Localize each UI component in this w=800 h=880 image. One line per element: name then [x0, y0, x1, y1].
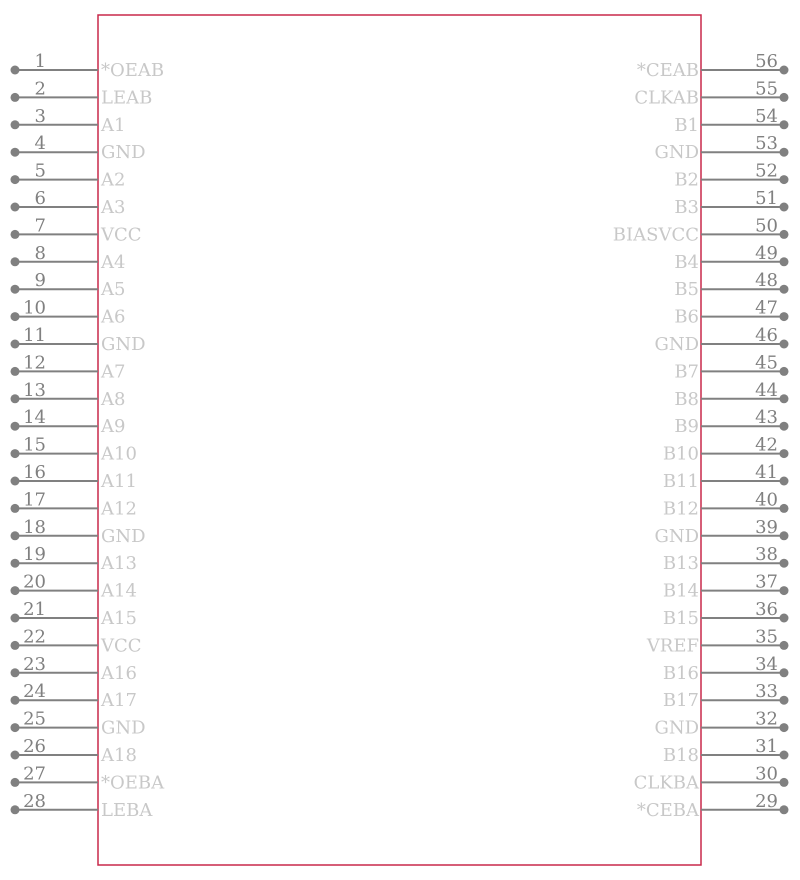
pin-number: 11: [23, 325, 46, 346]
pin-name: B13: [662, 553, 699, 575]
pin-number: 37: [755, 571, 778, 593]
pin-name: B12: [662, 498, 699, 520]
pin-number: 47: [755, 297, 778, 319]
pin-number: 5: [34, 160, 46, 182]
pin-end-dot: [780, 668, 789, 677]
pin-number: 38: [755, 544, 778, 566]
pin-end-dot: [11, 203, 20, 212]
pin-number: 25: [23, 708, 46, 730]
pin-number: 50: [755, 215, 778, 237]
pin-number: 19: [23, 544, 46, 566]
pin-38: [663, 544, 789, 574]
pin-number: 30: [755, 763, 778, 785]
pin-end-dot: [11, 312, 20, 321]
pin-end-dot: [780, 751, 789, 760]
pin-name: A9: [101, 416, 126, 438]
pin-number: 45: [755, 352, 778, 374]
pin-name: B5: [674, 279, 699, 301]
pin-name: A1: [101, 114, 126, 136]
pin-end-dot: [11, 751, 20, 760]
pin-end-dot: [780, 257, 789, 266]
pin-name: A3: [101, 197, 126, 218]
pin-name: A7: [101, 361, 126, 383]
pin-19: [11, 544, 137, 574]
pin-32: [654, 709, 788, 739]
pin-end-dot: [11, 723, 20, 732]
pin-number: 35: [755, 626, 778, 648]
pin-name: A16: [101, 662, 137, 684]
pin-name: B17: [662, 690, 699, 712]
left-pin-group: [11, 51, 166, 821]
pin-9: [11, 270, 126, 300]
pin-end-dot: [11, 614, 20, 623]
pin-23: [11, 654, 137, 684]
pin-name: GND: [101, 717, 146, 739]
pin-name: B10: [662, 443, 699, 465]
pin-name: LEAB: [101, 87, 153, 109]
pin-end-dot: [780, 120, 789, 129]
pin-33: [663, 681, 789, 711]
pin-end-dot: [780, 175, 789, 184]
pin-end-dot: [11, 93, 20, 102]
pin-name: A5: [101, 279, 126, 301]
pin-end-dot: [780, 93, 789, 102]
pin-number: 43: [755, 407, 778, 429]
pin-name: VCC: [101, 635, 142, 657]
pin-name: LEBA: [101, 799, 153, 821]
pin-56: [637, 51, 789, 81]
pin-end-dot: [11, 285, 20, 294]
pin-number: 7: [34, 215, 46, 237]
pin-7: [11, 215, 142, 245]
pin-12: [11, 352, 126, 382]
pin-25: [11, 709, 146, 739]
pin-39: [654, 517, 788, 547]
pin-end-dot: [780, 778, 789, 787]
pin-name: B18: [662, 745, 699, 766]
pin-number: 29: [755, 790, 778, 812]
pin-end-dot: [780, 285, 789, 294]
pin-name: *OEAB: [101, 60, 165, 81]
pin-end-dot: [11, 340, 20, 349]
pin-name: A4: [101, 251, 126, 273]
pin-6: [11, 188, 126, 218]
pin-51: [674, 188, 788, 218]
pin-end-dot: [780, 148, 789, 157]
pin-number: 41: [755, 462, 778, 483]
pin-name: B14: [662, 580, 699, 602]
pin-end-dot: [11, 477, 20, 486]
pin-number: 10: [23, 297, 46, 319]
pin-end-dot: [780, 696, 789, 705]
pin-21: [11, 599, 137, 629]
pin-18: [11, 517, 146, 547]
pin-number: 53: [755, 133, 778, 155]
pin-name: B11: [662, 471, 699, 492]
pin-name: *CEAB: [636, 60, 699, 81]
pin-name: GND: [654, 717, 699, 739]
pin-name: B8: [674, 388, 699, 410]
pin-number: 51: [755, 188, 778, 209]
pin-30: [634, 763, 789, 793]
pin-number: 4: [34, 133, 46, 155]
pin-end-dot: [780, 230, 789, 239]
pin-end-dot: [780, 394, 789, 403]
pin-number: 9: [34, 270, 46, 292]
pin-number: 52: [755, 160, 778, 182]
pin-47: [674, 298, 788, 328]
pin-name: VCC: [101, 224, 142, 246]
pin-end-dot: [780, 723, 789, 732]
pin-48: [674, 270, 788, 300]
pin-number: 23: [23, 653, 46, 675]
pin-8: [11, 243, 126, 273]
pin-end-dot: [780, 559, 789, 568]
pin-28: [11, 791, 154, 821]
pin-55: [634, 78, 788, 108]
pin-10: [11, 298, 126, 328]
pin-end-dot: [780, 531, 789, 540]
pin-name: B15: [662, 608, 699, 629]
pin-number: 20: [23, 571, 46, 593]
pin-name: GND: [101, 142, 146, 164]
pin-number: 31: [755, 736, 778, 757]
pin-number: 21: [23, 599, 46, 620]
pin-number: 55: [755, 78, 778, 100]
pin-4: [11, 133, 146, 163]
pin-number: 16: [23, 462, 46, 483]
pin-end-dot: [780, 805, 789, 814]
pin-end-dot: [11, 531, 20, 540]
pin-end-dot: [780, 340, 789, 349]
pin-end-dot: [780, 614, 789, 623]
pin-end-dot: [11, 175, 20, 184]
pin-number: 27: [23, 763, 46, 785]
pin-26: [11, 736, 137, 766]
pin-number: 18: [23, 516, 46, 538]
pin-end-dot: [11, 367, 20, 376]
pin-number: 39: [755, 516, 778, 538]
pin-number: 3: [34, 105, 46, 127]
pin-number: 32: [755, 708, 778, 730]
pin-11: [11, 325, 146, 355]
pin-name: B6: [674, 306, 699, 328]
pin-end-dot: [11, 66, 20, 75]
pin-number: 8: [34, 242, 46, 264]
pin-2: [11, 78, 153, 108]
pin-name: GND: [101, 334, 146, 355]
pin-number: 49: [755, 242, 778, 264]
pin-end-dot: [780, 586, 789, 595]
pin-number: 36: [755, 599, 778, 620]
pin-number: 54: [755, 105, 778, 127]
pin-14: [11, 407, 126, 437]
pin-name: A2: [101, 169, 126, 191]
pin-37: [663, 572, 789, 602]
pin-name: GND: [101, 525, 146, 547]
pin-name: A8: [101, 388, 126, 410]
pin-end-dot: [11, 449, 20, 458]
pin-name: B4: [674, 251, 699, 273]
pin-end-dot: [780, 422, 789, 431]
pin-49: [674, 243, 788, 273]
pin-name: A13: [101, 553, 137, 575]
pin-43: [674, 407, 788, 437]
pin-name: A12: [101, 498, 137, 520]
pin-name: CLKAB: [634, 87, 699, 109]
pin-end-dot: [11, 586, 20, 595]
pin-name: GND: [654, 334, 699, 355]
pin-20: [11, 572, 137, 602]
pin-15: [11, 435, 137, 465]
pin-name: A17: [101, 690, 137, 712]
pin-end-dot: [11, 696, 20, 705]
pin-number: 34: [755, 653, 778, 675]
pin-22: [11, 626, 142, 656]
pin-name: B3: [674, 197, 699, 218]
pin-number: 14: [23, 407, 46, 429]
pin-number: 40: [755, 489, 778, 511]
pin-1: [11, 51, 165, 81]
pin-end-dot: [11, 148, 20, 157]
ic-body-outline: [98, 15, 701, 865]
pin-29: [637, 791, 789, 821]
pin-52: [674, 161, 788, 191]
pin-number: 17: [23, 489, 46, 511]
pin-name: A11: [101, 471, 137, 492]
pin-16: [11, 462, 137, 492]
pin-name: A10: [101, 443, 137, 465]
pin-53: [654, 133, 788, 163]
pin-name: B16: [662, 662, 699, 684]
pin-27: [11, 763, 166, 793]
pin-number: 24: [23, 681, 46, 703]
pin-24: [11, 681, 137, 711]
pin-end-dot: [11, 394, 20, 403]
pin-number: 1: [34, 51, 46, 72]
pin-end-dot: [11, 422, 20, 431]
pin-5: [11, 161, 126, 191]
pin-name: A15: [101, 608, 137, 629]
pin-end-dot: [780, 203, 789, 212]
pin-number: 44: [755, 379, 778, 401]
pin-name: VREF: [646, 635, 699, 657]
pin-name: BIASVCC: [612, 224, 699, 246]
pin-number: 12: [23, 352, 46, 374]
pin-3: [11, 106, 126, 136]
pin-name: *OEBA: [101, 772, 165, 794]
pin-end-dot: [11, 641, 20, 650]
pin-end-dot: [780, 641, 789, 650]
pin-number: 48: [755, 270, 778, 292]
pin-end-dot: [780, 477, 789, 486]
pin-number: 33: [755, 681, 778, 703]
pin-end-dot: [11, 805, 20, 814]
pin-name: A6: [101, 306, 126, 328]
pin-name: CLKBA: [633, 772, 699, 794]
pin-17: [11, 489, 137, 519]
pin-name: B1: [674, 114, 699, 136]
pin-number: 56: [755, 51, 778, 72]
pin-name: GND: [654, 142, 699, 164]
pin-end-dot: [11, 230, 20, 239]
pin-name: *CEBA: [636, 799, 699, 821]
pin-name: GND: [654, 525, 699, 547]
pin-44: [674, 380, 788, 410]
pin-end-dot: [11, 504, 20, 513]
pin-45: [674, 352, 788, 382]
pin-end-dot: [11, 668, 20, 677]
pin-34: [663, 654, 789, 684]
pin-40: [663, 489, 789, 519]
pin-number: 28: [23, 790, 46, 812]
pin-end-dot: [11, 778, 20, 787]
pin-41: [663, 462, 789, 492]
pin-name: A14: [101, 580, 137, 602]
pin-54: [674, 106, 788, 136]
pin-end-dot: [11, 559, 20, 568]
pin-36: [663, 599, 789, 629]
pin-end-dot: [780, 367, 789, 376]
pin-end-dot: [11, 120, 20, 129]
pin-end-dot: [780, 449, 789, 458]
pin-number: 22: [23, 626, 46, 648]
pin-number: 46: [755, 325, 778, 346]
pin-31: [663, 736, 789, 766]
pin-35: [646, 626, 789, 656]
pin-46: [654, 325, 788, 355]
pin-name: A18: [101, 745, 137, 766]
pin-13: [11, 380, 126, 410]
pin-number: 15: [23, 434, 46, 456]
pin-name: B7: [674, 361, 699, 383]
pin-name: B9: [674, 416, 699, 438]
pin-end-dot: [780, 504, 789, 513]
pin-end-dot: [780, 66, 789, 75]
pin-number: 2: [34, 78, 46, 100]
pin-number: 26: [23, 736, 46, 757]
pin-number: 42: [755, 434, 778, 456]
pin-number: 13: [23, 379, 46, 401]
pin-end-dot: [780, 312, 789, 321]
pin-end-dot: [11, 257, 20, 266]
pin-name: B2: [674, 169, 699, 191]
pin-42: [663, 435, 789, 465]
pin-number: 6: [34, 188, 46, 209]
